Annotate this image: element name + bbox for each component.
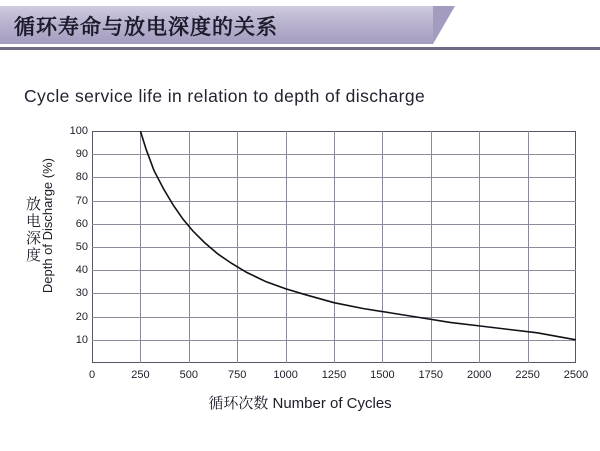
y-axis-label-en: Depth of Discharge (%) <box>40 158 55 294</box>
x-tick-label: 1500 <box>370 369 395 381</box>
y-tick-label: 50 <box>75 241 88 253</box>
x-tick-label: 1750 <box>418 369 444 381</box>
x-tick-label: 500 <box>179 369 198 381</box>
chart-plot-area <box>92 131 576 363</box>
x-tick-label: 1000 <box>273 369 298 381</box>
series-line <box>140 131 576 340</box>
page-title: 循环寿命与放电深度的关系 <box>14 16 278 39</box>
x-tick-label: 2250 <box>515 369 540 381</box>
y-tick-label: 40 <box>75 264 88 277</box>
chart-title: Cycle service life in relation to depth of discharge <box>24 86 426 106</box>
x-tick-label: 0 <box>88 369 96 381</box>
banner-corner-notch <box>433 6 455 44</box>
y-tick-label: 10 <box>75 333 88 346</box>
discharge-curve <box>92 131 576 363</box>
header-banner <box>0 0 600 52</box>
x-tick-label: 250 <box>131 369 150 381</box>
x-tick-label: 2500 <box>563 369 589 381</box>
y-tick-label: 80 <box>75 171 88 184</box>
y-axis-tick-labels <box>60 125 88 363</box>
y-tick-label: 100 <box>69 125 88 137</box>
y-tick-label: 20 <box>75 310 88 323</box>
x-tick-label: 750 <box>228 369 247 381</box>
header-divider <box>0 47 600 50</box>
y-tick-label: 90 <box>75 148 88 161</box>
x-tick-label: 2000 <box>466 369 492 381</box>
x-axis-tick-labels <box>88 369 589 385</box>
y-axis-label-cn: 放电深度 <box>24 196 41 264</box>
y-tick-label: 60 <box>75 217 88 230</box>
y-tick-label: 70 <box>75 194 88 207</box>
x-tick-label: 1250 <box>321 369 347 381</box>
x-axis-label: 循环次数 Number of Cycles <box>208 395 392 412</box>
y-tick-label: 30 <box>75 287 88 300</box>
